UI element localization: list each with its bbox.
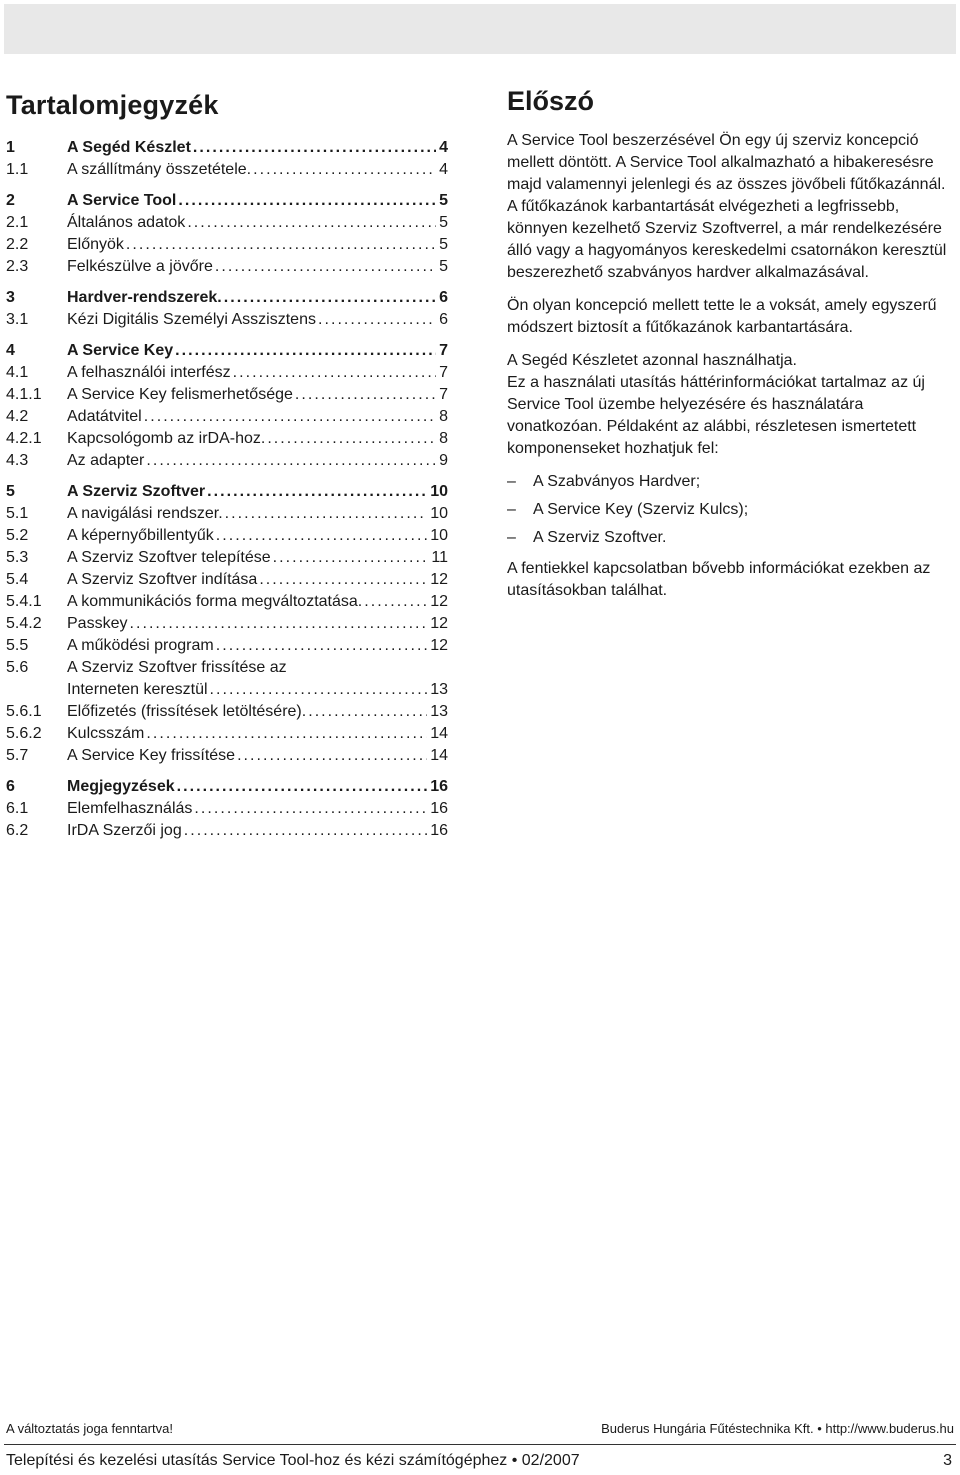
- toc-entry[interactable]: [6, 287, 448, 309]
- toc-entry[interactable]: [6, 234, 448, 256]
- toc-entry-label: Hardver-rendszerek.: [67, 289, 222, 306]
- page-number: 3: [943, 1452, 952, 1469]
- toc-entry-page: 16: [430, 778, 448, 795]
- toc-entry-page: 13: [430, 681, 448, 698]
- component-list: [507, 471, 952, 549]
- toc-dot-leader: [126, 234, 436, 256]
- toc-dot-leader: [146, 450, 436, 472]
- toc-dot-leader: [144, 406, 436, 428]
- toc-entry-page: 16: [430, 822, 448, 839]
- toc-entry-number: 6.2: [6, 822, 29, 839]
- toc-entry-number: 5.7: [6, 747, 29, 764]
- toc-dot-leader: [308, 701, 427, 723]
- toc-entry-number: 2.1: [6, 214, 29, 231]
- foreword-paragraph-1b-text: A fűtőkazánok karbantartását elvégezheti a legfrissebb, könnyen kezelhető Szerviz Szoftverrel, a már rendelkezésére álló vagy a hagyományos kereskedelmi csatornákon keresztül beszerezhető szabványos hardver alkalmazásával.: [507, 198, 947, 281]
- toc-dot-leader: [295, 384, 436, 406]
- toc-entry[interactable]: [6, 657, 448, 679]
- toc-entry-number: 4: [6, 342, 15, 359]
- toc-entry-label: Felkészülve a jövőre: [67, 258, 213, 275]
- toc-entry-number: 6: [6, 778, 15, 795]
- toc-list: [6, 137, 448, 842]
- toc-entry-label: Kapcsológomb az irDA-hoz.: [67, 430, 266, 447]
- toc-entry-number: 5.6.1: [6, 703, 42, 720]
- toc-entry-page: 4: [439, 139, 448, 156]
- toc-entry[interactable]: [6, 613, 448, 635]
- toc-entry-page: 12: [430, 571, 448, 588]
- toc-entry-page: 7: [439, 342, 448, 359]
- foreword-paragraph-4-text: Ez a használati utasítás háttérinformációkat tartalmaz az új Service Tool üzembe helyezésére és használatára vonatkozóan. Példaként az alábbi, részletesen ismertetett komponenseket hozhatjuk fel:: [507, 374, 925, 457]
- toc-entry-page: 12: [430, 615, 448, 632]
- dash-bullet: –: [507, 501, 516, 518]
- toc-dot-leader: [267, 428, 436, 450]
- toc-dot-leader: [184, 820, 427, 842]
- toc-entry-page: 10: [430, 483, 448, 500]
- toc-entry-page: 8: [439, 430, 448, 447]
- toc-entry-label: Általános adatok: [67, 214, 186, 231]
- toc-entry-number: 5.1: [6, 505, 29, 522]
- toc-entry-label: A Service Key felismerhetősége: [67, 386, 293, 403]
- toc-dot-leader: [259, 569, 427, 591]
- toc-entry[interactable]: [6, 820, 448, 842]
- toc-dot-leader: [225, 503, 428, 525]
- toc-entry-label: A Szerviz Szoftver indítása: [67, 571, 258, 588]
- toc-entry-page: 6: [439, 289, 448, 306]
- toc-entry-number: 5.6: [6, 659, 29, 676]
- toc-dot-leader: [207, 481, 427, 503]
- toc-entry-page: 14: [430, 747, 448, 764]
- toc-entry-label: A Service Key frissítése: [67, 747, 236, 764]
- dash-bullet: –: [507, 529, 516, 546]
- toc-entry-label: Kulcsszám: [67, 725, 145, 742]
- list-item-text: A Szerviz Szoftver.: [533, 529, 667, 546]
- toc-entry-label: Passkey: [67, 615, 128, 632]
- toc-dot-leader: [253, 159, 436, 181]
- foreword-title: Előszó: [507, 86, 595, 116]
- toc-entry-label: A Segéd Készlet: [67, 139, 191, 156]
- toc-entry-number: 5.5: [6, 637, 29, 654]
- toc-entry-number: 6.1: [6, 800, 29, 817]
- toc-entry-label: A Service Tool: [67, 192, 177, 209]
- rights-note: A változtatás joga fenntartva!: [6, 1421, 173, 1436]
- toc-entry-label: A Szerviz Szoftver: [67, 483, 206, 500]
- company-note: Buderus Hungária Fűtéstechnika Kft. • http://www.buderus.hu: [601, 1421, 954, 1436]
- toc-entry-label: A Szerviz Szoftver telepítése: [67, 549, 271, 566]
- foreword-paragraph-1-text: A Service Tool beszerzésével Ön egy új szerviz koncepció mellett döntött. A Service Tool alkalmazható a hibakeresésre majd valamennyi jelenlegi és az összes jövőbeli fűtőkazánnál.: [507, 132, 946, 193]
- toc-entry[interactable]: [6, 776, 448, 798]
- toc-entry[interactable]: [6, 428, 448, 450]
- toc-entry-number: 4.1: [6, 364, 29, 381]
- toc-entry-label: Elemfelhasználás: [67, 800, 193, 817]
- toc-entry-number: 4.1.1: [6, 386, 42, 403]
- toc-entry-number: 5.3: [6, 549, 29, 566]
- toc-entry-number: 5.4.2: [6, 615, 42, 632]
- toc-entry[interactable]: [6, 137, 448, 159]
- footer-divider: [4, 1444, 956, 1445]
- foreword-section: [507, 86, 952, 613]
- toc-dot-leader: [224, 287, 436, 309]
- toc-dot-leader: [237, 745, 427, 767]
- toc-entry-label: Előnyök: [67, 236, 124, 253]
- toc-entry[interactable]: [6, 190, 448, 212]
- toc-entry-label: Megjegyzések: [67, 778, 175, 795]
- toc-entry-label: IrDA Szerzői jog: [67, 822, 182, 839]
- toc-entry[interactable]: [6, 569, 448, 591]
- toc-entry-label: Interneten keresztül: [67, 681, 208, 698]
- toc-dot-leader: [216, 635, 427, 657]
- toc-dot-leader: [187, 212, 436, 234]
- toc-entry-label: A felhasználói interfész: [67, 364, 231, 381]
- toc-dot-leader: [146, 723, 427, 745]
- toc-entry-label: Adatátvitel: [67, 408, 142, 425]
- toc-entry[interactable]: [6, 340, 448, 362]
- toc-entry-number: 1.1: [6, 161, 29, 178]
- foreword-paragraph-3-text: A Segéd Készletet azonnal használhatja.: [507, 352, 797, 369]
- toc-dot-leader: [215, 256, 436, 278]
- toc-entry-number: 1: [6, 139, 15, 156]
- toc-entry-page: 11: [431, 549, 448, 566]
- toc-entry-number: 4.3: [6, 452, 29, 469]
- toc-entry-number: 5.2: [6, 527, 29, 544]
- toc-entry-page: 13: [430, 703, 448, 720]
- toc-dot-leader: [175, 340, 436, 362]
- toc-entry[interactable]: [6, 384, 448, 406]
- foreword-paragraph-5: A fentiekkel kapcsolatban bővebb információkat ezekben az utasításokban találhat.: [507, 560, 931, 599]
- toc-entry[interactable]: [6, 679, 448, 701]
- toc-entry-label: A Szerviz Szoftver frissítése az: [67, 659, 287, 676]
- list-item: [507, 527, 952, 549]
- toc-dot-leader: [273, 547, 429, 569]
- toc-entry-page: 14: [430, 725, 448, 742]
- foreword-paragraph-3: [507, 350, 952, 460]
- list-item: [507, 499, 952, 521]
- toc-dot-leader: [178, 190, 436, 212]
- toc-entry-page: 5: [439, 258, 448, 275]
- header-band: [4, 4, 956, 54]
- table-of-contents: [6, 90, 448, 842]
- toc-dot-leader: [318, 309, 436, 331]
- toc-entry-number: 3.1: [6, 311, 29, 328]
- toc-entry-page: 7: [439, 386, 448, 403]
- dash-bullet: –: [507, 473, 516, 490]
- footer-doc-title: Telepítési és kezelési utasítás Service Tool-hoz és kézi számítógéphez • 02/2007: [6, 1452, 580, 1469]
- toc-entry-number: 4.2.1: [6, 430, 42, 447]
- toc-entry-page: 16: [430, 800, 448, 817]
- toc-entry-label: Előfizetés (frissítések letöltésére).: [67, 703, 307, 720]
- toc-entry-label: A kommunikációs forma megváltoztatása.: [67, 593, 363, 610]
- toc-entry-page: 10: [430, 527, 448, 544]
- toc-entry[interactable]: [6, 362, 448, 384]
- toc-entry[interactable]: [6, 450, 448, 472]
- toc-entry[interactable]: [6, 798, 448, 820]
- toc-entry[interactable]: [6, 256, 448, 278]
- toc-dot-leader: [216, 525, 427, 547]
- toc-entry[interactable]: [6, 745, 448, 767]
- toc-entry-page: 4: [439, 161, 448, 178]
- toc-entry-page: 5: [439, 192, 448, 209]
- toc-entry-number: 4.2: [6, 408, 29, 425]
- toc-entry-page: 9: [439, 452, 448, 469]
- toc-dot-leader: [233, 362, 436, 384]
- toc-entry-number: 5: [6, 483, 15, 500]
- toc-entry-number: 2.2: [6, 236, 29, 253]
- toc-entry-page: 8: [439, 408, 448, 425]
- list-item-text: A Service Key (Szerviz Kulcs);: [533, 501, 749, 518]
- toc-entry-number: 5.6.2: [6, 725, 42, 742]
- toc-entry-number: 3: [6, 289, 15, 306]
- toc-entry-page: 5: [439, 214, 448, 231]
- toc-entry-page: 5: [439, 236, 448, 253]
- toc-entry-label: A navigálási rendszer.: [67, 505, 223, 522]
- toc-entry-label: A Service Key: [67, 342, 174, 359]
- toc-entry[interactable]: [6, 406, 448, 428]
- toc-entry-page: 12: [430, 593, 448, 610]
- toc-dot-leader: [210, 679, 428, 701]
- toc-entry-number: 2: [6, 192, 15, 209]
- toc-entry-label: A szállítmány összetétele.: [67, 161, 252, 178]
- toc-entry[interactable]: [6, 159, 448, 181]
- toc-entry-label: A működési program: [67, 637, 214, 654]
- toc-entry-page: 6: [439, 311, 448, 328]
- foreword-paragraph-1: [507, 130, 952, 284]
- toc-entry[interactable]: [6, 212, 448, 234]
- toc-dot-leader: [177, 776, 428, 798]
- toc-entry-label: Kézi Digitális Személyi Asszisztens: [67, 311, 316, 328]
- toc-dot-leader: [364, 591, 427, 613]
- toc-entry[interactable]: [6, 525, 448, 547]
- toc-entry-page: 12: [430, 637, 448, 654]
- toc-entry[interactable]: [6, 635, 448, 657]
- list-item: [507, 471, 952, 493]
- toc-entry[interactable]: [6, 723, 448, 745]
- toc-entry-number: 5.4.1: [6, 593, 42, 610]
- toc-dot-leader: [193, 137, 436, 159]
- toc-entry-label: A képernyőbillentyűk: [67, 527, 214, 544]
- toc-entry-number: 2.3: [6, 258, 29, 275]
- toc-dot-leader: [194, 798, 427, 820]
- toc-entry[interactable]: [6, 547, 448, 569]
- toc-entry-label: Az adapter: [67, 452, 145, 469]
- foreword-paragraph-2: Ön olyan koncepció mellett tette le a voksát, amely egyszerű módszert biztosít a fűtőkazánok karbantartására.: [507, 297, 937, 336]
- toc-dot-leader: [129, 613, 427, 635]
- toc-entry[interactable]: [6, 309, 448, 331]
- toc-entry-page: 10: [430, 505, 448, 522]
- toc-entry[interactable]: [6, 481, 448, 503]
- toc-entry-number: 5.4: [6, 571, 29, 588]
- toc-entry-page: 7: [439, 364, 448, 381]
- toc-entry[interactable]: [6, 591, 448, 613]
- toc-title: Tartalomjegyzék: [6, 90, 219, 120]
- toc-entry[interactable]: [6, 701, 448, 723]
- toc-entry[interactable]: [6, 503, 448, 525]
- list-item-text: A Szabványos Hardver;: [533, 473, 701, 490]
